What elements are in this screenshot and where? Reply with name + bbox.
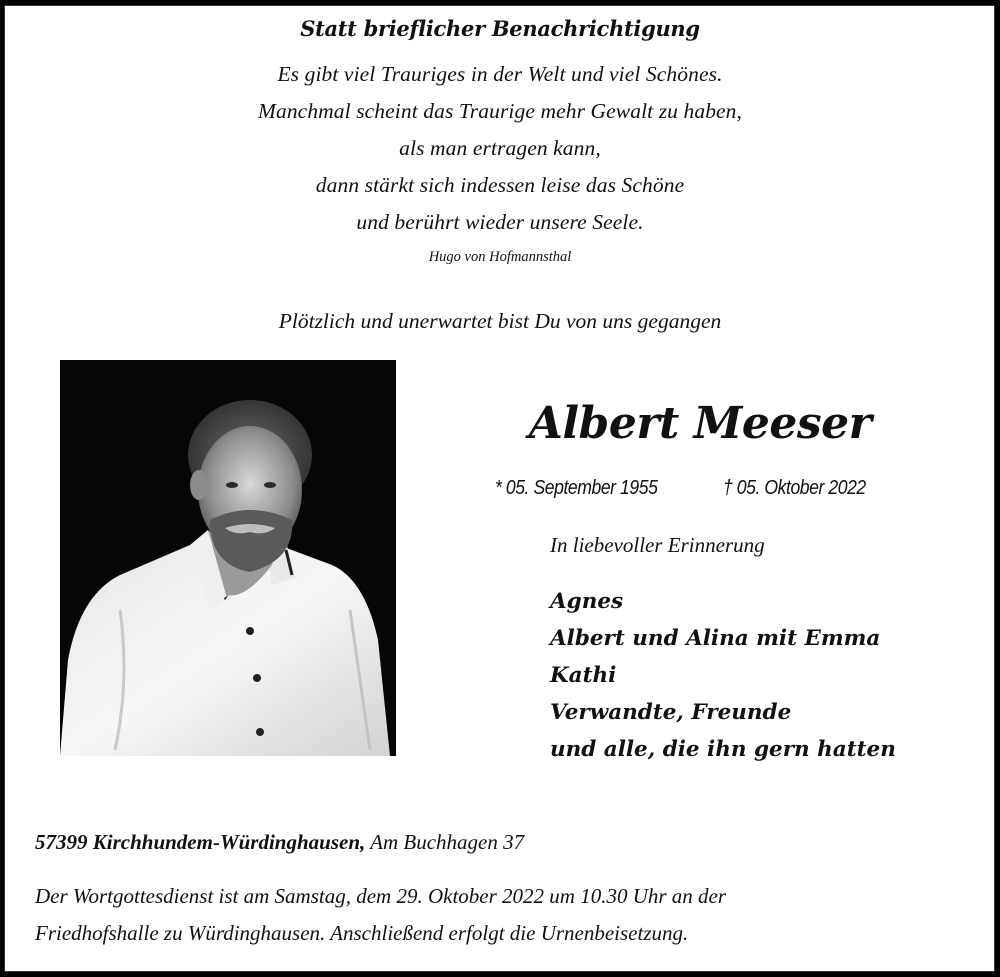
death-date: † 05. Oktober 2022	[723, 477, 866, 499]
quote-line: dann stärkt sich indessen leise das Schöne	[315, 173, 685, 197]
service-line: Friedhofshalle zu Würdinghausen. Anschließend erfolgt die Urnenbeisetzung.	[35, 921, 689, 945]
quote-line: und berührt wieder unsere Seele.	[356, 210, 644, 234]
quote-line: Manchmal scheint das Traurige mehr Gewalt zu haben,	[257, 99, 743, 123]
quote-author: Hugo von Hofmannsthal	[428, 249, 572, 265]
quote-line: Es gibt viel Trauriges in der Welt und viel Schönes.	[277, 62, 723, 86]
service-line: Der Wortgottesdienst ist am Samstag, dem 29. Oktober 2022 um 10.30 Uhr an der	[35, 884, 727, 908]
memory-line: In liebevoller Erinnerung	[550, 533, 765, 557]
portrait-image-icon	[60, 360, 396, 756]
address-city: 57399 Kirchhundem-Würdinghausen,	[35, 830, 366, 854]
deceased-name: Albert Meeser	[528, 398, 872, 449]
birth-date: * 05. September 1955	[495, 477, 658, 499]
mourner-item: Agnes	[550, 589, 624, 614]
mourner-item: Albert und Alina mit Emma	[550, 626, 881, 651]
quote-line: als man ertragen kann,	[399, 136, 601, 160]
intro-text: Plötzlich und unerwartet bist Du von uns gegangen	[278, 309, 722, 333]
address-street: Am Buchhagen 37	[365, 830, 525, 854]
address	[35, 830, 524, 855]
mourner-item: Kathi	[550, 663, 617, 688]
portrait-photo	[60, 360, 396, 756]
mourners-list	[550, 586, 896, 771]
mourner-item: Verwandte, Freunde	[550, 700, 792, 725]
mourner-item: und alle, die ihn gern hatten	[550, 737, 896, 762]
notice-header: Statt brieflicher Benachrichtigung	[300, 16, 700, 41]
